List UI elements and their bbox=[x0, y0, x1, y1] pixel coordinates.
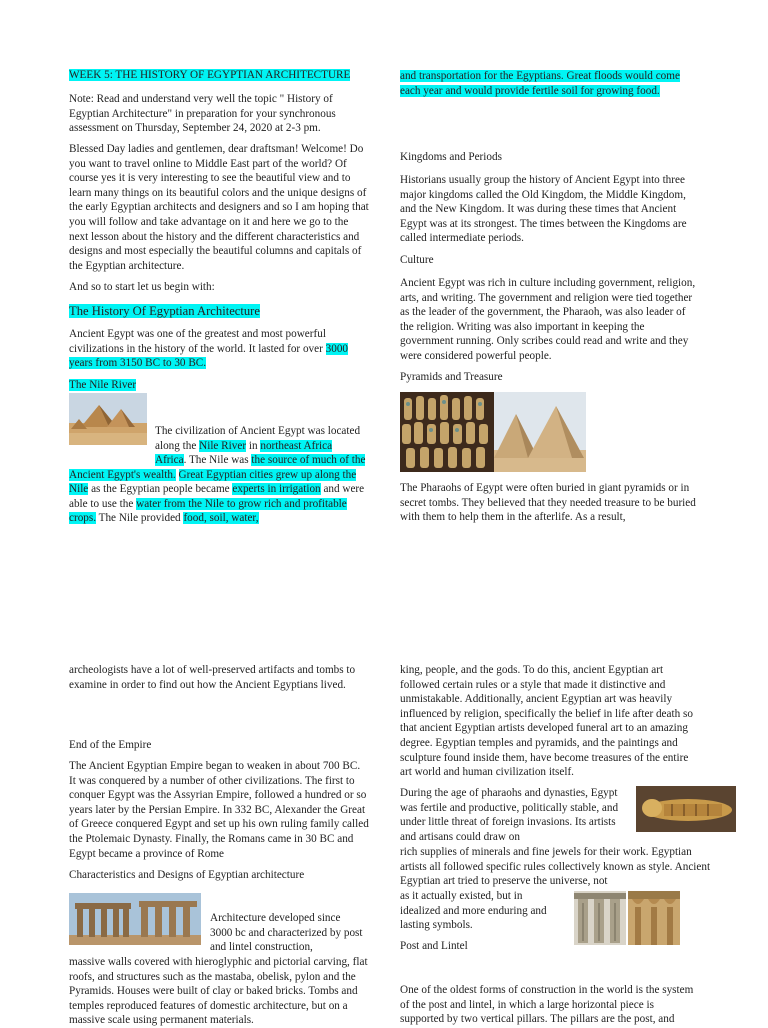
note-paragraph: Note: Read and understand very well the topic " History of Egyptian Architecture" in preparation for your synchronous assessment on Thursday, September 24, 2020 at 2-3 pm. bbox=[69, 93, 336, 135]
pharaohs-side-text: During the age of pharaohs and dynasties, Egypt was fertile and productive, politically stable, and under little threat of foreign invasions. Its artists and artisans could draw on bbox=[400, 787, 619, 843]
nile-continued: and transportation for the Egyptians. Great floods would come each year and would provide fertile soil for growing food. bbox=[400, 70, 680, 97]
pharaohs-paragraph: rich supplies of minerals and fine jewels for their work. Egyptian artists all followed specific rules collectively known as style. Ancient Egyptian art tried to preserve the universe, not bbox=[400, 846, 711, 888]
nile-heading: The Nile River bbox=[69, 379, 137, 391]
pharaohs-side-text-2: as it actually existed, but in idealized and more enduring and lasting symbols. bbox=[400, 890, 547, 932]
capitals-image bbox=[628, 891, 680, 945]
architecture-side-text: Architecture developed since 3000 bc and characterized by post and lintel construction, bbox=[210, 912, 363, 954]
temple-ruins-image bbox=[69, 893, 201, 945]
pyramids-heading: Pyramids and Treasure bbox=[400, 371, 503, 383]
greeting-paragraph: Blessed Day ladies and gentlemen, dear draftsman! Welcome! Do you want to travel online to Middle East part of the world? Of course yes it is very interesting to see the beautiful view and to learn many things on its beautiful colors and the unique designs of the early Egyptian architects and designers and so I am hoping that you will follow and take advantage on it and here we go to the next lesson about the history and the different characteristics and designs and most especially the beautiful columns and capitals of the Egyptian architecture. bbox=[69, 143, 369, 272]
architecture-paragraph: massive walls covered with hieroglyphic and pictorial carving, flat roofs, and structures such as the mastaba, obelisk, pylon and the Pyramids. Houses were built of clay or baked bricks. Tombs and temples reproduced features of domestic architecture, but on a massive scale using permanent materials. bbox=[69, 956, 368, 1027]
culture-heading: Culture bbox=[400, 254, 434, 266]
art-paragraph: king, people, and the gods. To do this, ancient Egyptian art followed certain rules or a style that made it distinctive and unmistakable. Additionally, ancient Egyptian art was heavily influenced by religion, specifically the belief in life after death so that ancient Egyptian artists developed funeral art to an amazing degree. Egyptian temples and pyramids, and the paintings and sculpture found inside them, have become treasures of the entire art world and human civilization itself. bbox=[400, 664, 693, 779]
pyramids-paragraph: The Pharaohs of Egypt were often buried in giant pyramids or in secret tombs. They believed that they needed treasure to be buried with them to help them in the afterlife. As a result, bbox=[400, 482, 696, 524]
characteristics-heading: Characteristics and Designs of Egyptian architecture bbox=[69, 869, 305, 881]
section-title: The History Of Egyptian Architecture bbox=[69, 304, 260, 318]
week-title: WEEK 5: THE HISTORY OF EGYPTIAN ARCHITECTURE bbox=[69, 69, 351, 81]
pyramids-desert-image bbox=[69, 393, 147, 445]
culture-paragraph: Ancient Egypt was rich in culture including government, religion, arts, and writing. The government and religion were tied together as the leader of the government, the Pharaoh, was also leader of the religion. Writing was also important in keeping the government running. Only scribes could read and write and they were considered powerful people. bbox=[400, 277, 696, 362]
post-lintel-heading: Post and Lintel bbox=[400, 940, 468, 952]
nile-paragraph: Africa. The Nile was the source of much of the Ancient Egypt's wealth. Great Egyptian cities grew up along the Nile as the Egyptian people became experts in irrigation and were able to use the water from the Nile to grow rich and profitable crops. The Nile provided food, soil, water, bbox=[69, 454, 366, 525]
columns-image bbox=[574, 891, 626, 945]
start-line: And so to start let us begin with: bbox=[69, 281, 215, 293]
end-empire-heading: End of the Empire bbox=[69, 739, 152, 751]
intro-paragraph: Ancient Egypt was one of the greatest and most powerful civilizations in the history of the world. It lasted for over 3000 years from 3150 BC to 30 BC. bbox=[69, 328, 349, 370]
end-empire-paragraph: The Ancient Egyptian Empire began to weaken in about 700 BC. It was conquered by a number of other civilizations. The first to conquer Egypt was the Assyrian Empire, followed a hundred or so years later by the Persian Empire. In 332 BC, Alexander the Great of Greece conquered Egypt and set up his own ruling family called the Ptolemaic Dynasty. Finally, the Romans came in 30 BC and Egypt became a province of Rome bbox=[69, 760, 369, 860]
pyramids-image bbox=[494, 392, 586, 472]
nile-paragraph-start: The civilization of Ancient Egypt was located along the Nile River in northeast Africa bbox=[155, 425, 361, 452]
post-lintel-paragraph: One of the oldest forms of construction in the world is the system of the post and lintel, in which a large horizontal piece is supported by two vertical pillars. The pillars are the post, and bbox=[400, 984, 694, 1026]
mummy-sarcophagus-image bbox=[636, 786, 736, 832]
kingdoms-paragraph: Historians usually group the history of Ancient Egypt into three major kingdoms called the Old Kingdom, the Middle Kingdom, and the New Kingdom. It was during these times that Ancient Egypt was at its strongest. The times between the Kingdoms are called intermediate periods. bbox=[400, 174, 687, 245]
treasure-statues-image bbox=[400, 392, 494, 472]
archeologists-paragraph: archeologists have a lot of well-preserved artifacts and tombs to examine in order to find out how the Ancient Egyptians lived. bbox=[69, 664, 356, 691]
kingdoms-heading: Kingdoms and Periods bbox=[400, 151, 502, 163]
